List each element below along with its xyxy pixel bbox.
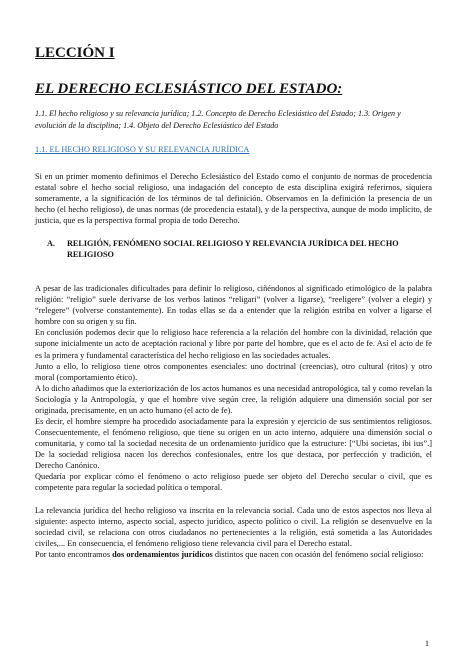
intro-paragraph: Si en un primer momento definimos el Derecho Eclesiástico del Estado como el conjunto de normas de procedencia estatal sobre el hecho social religioso, una indagación del concepto de esta disciplina exigirá referirnos, siquiera someramente, a la significación de los términos de tal definición. Observamos en la definición la presencia de un hecho (el hecho religioso), de unas normas (de procedencia estatal), y de la perspectiva, aunque de modo implícito, de justicia, que es la perspectiva formal propia de todo Derecho. <box>35 172 432 226</box>
final-paragraph-end: distintos que nacen con ocasión del fenómeno social religioso: <box>212 550 424 560</box>
page-number: 1 <box>424 639 429 648</box>
body-paragraph: Quedaría por explicar cómo el fenómeno o acto religioso puede ser objeto del Derecho secular o civil, que es competente para regular la sociedad política o temporal. <box>35 472 432 493</box>
body-paragraph: Es decir, el hombre siempre ha procedido asociadamente para la expresión y ejercicio de sus sentimientos religiosos. Consecuentemente, el fenómeno religioso, que tiene su origen en un acto interno, adquiere una dimensión social o comunitaria, y como tal la sociedad necesita de un ordenamiento jurídico que la estructure: [“Ubi societas, ibi ius”.] De la sociedad religiosa nacen los derechos confesionales, entre los que destaca, por perfección y tradición, el Derecho Canónico. <box>35 416 432 470</box>
subsection-letter: A. <box>47 239 55 249</box>
body-paragraph: A lo dicho añadimos que la exteriorización de los actos humanos es una necesidad antropológica, tal y como revelan la Sociología y la Antropología, y que el hombre vive según cree, la religión adquiere una dimensión social por ser originada, precisamente, en un acto humano (el acto de fe). <box>35 383 432 415</box>
section-heading: 1.1. EL HECHO RELIGIOSO Y SU RELEVANCIA JURÍDICA <box>35 145 250 154</box>
final-paragraph <box>35 549 432 560</box>
final-paragraph-emphasis: dos ordenamientos jurídicos <box>112 550 213 560</box>
subsection-title: RELIGIÓN, FENÓMENO SOCIAL RELIGIOSO Y RELEVANCIA JURÍDICA DEL HECHO RELIGIOSO <box>67 239 399 260</box>
table-of-contents: 1.1. El hecho religioso y su relevancia jurídica; 1.2. Concepto de Derecho Eclesiástico del Estado; 1.3. Origen y evolución de la disciplina; 1.4. Objeto del Derecho Eclesiástico del Estado <box>35 109 401 130</box>
body-paragraph: Junto a ello, lo religioso tiene otros componentes esenciales: uno doctrinal (creencias), otro cultural (ritos) y otro moral (comportamiento ético). <box>35 361 432 382</box>
chapter-title: EL DERECHO ECLESIÁSTICO DEL ESTADO: <box>35 81 343 97</box>
lesson-title: LECCIÓN I <box>35 45 115 61</box>
final-paragraph-start: Por tanto encontramos <box>35 550 113 560</box>
body-paragraph: En conclusión podemos decir que lo religioso hace referencia a la relación del hombre con la divinidad, relación que supone inicialmente un acto de aceptación racional y libre por parte del hombre, que es el acto de fe. Así el acto de fe es la primera y fundamental característica del hecho religioso en las sociedades actuales. <box>35 328 432 360</box>
closing-paragraph: La relevancia jurídica del hecho religioso va inscrita en la relevancia social. Cada uno de estos aspectos nos lleva al siguiente: aspecto interno, aspecto social, aspecto jurídico, aspecto político o civil. La religión se desenvuelve en la sociedad civil, se relaciona con otros ciudadanos no pertenecientes a la religión, está sometida a las Autoridades civiles,... En consecuencia, el fenómeno religioso tiene relevancia civil para el Derecho estatal. <box>35 506 432 549</box>
subsection-heading <box>35 238 432 260</box>
body-paragraph: A pesar de las tradicionales dificultades para definir lo religioso, ciñéndonos al significado etimológico de la palabra religión: “religio” suele derivarse de los verbos latinos “religari” (volver a ligarse), “reeligere” (volver a elegir) y “relegere” (volverse constantemente). En todas ellas se da a entender que la religión estriba en volver a ligarse el hombre con su origen y su fin. <box>35 284 432 327</box>
